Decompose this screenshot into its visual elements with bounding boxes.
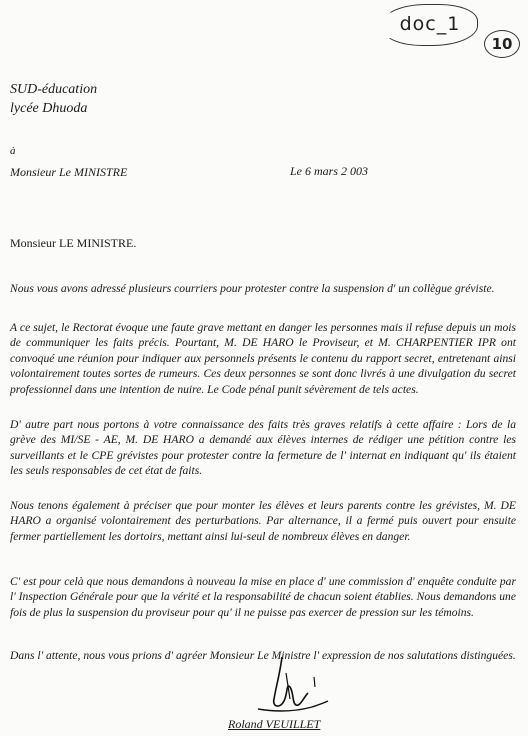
paragraph-5: C' est pour celà que nous demandons à nouveau la mise en place d' une commission d' enquête conduite par l' Inspection Générale pour que la vérité et la responsabilité de chacun soient établies. Nous demandons une fois de plus la suspension du proviseur pour qu' il ne puisse pas exercer de pression sur les témoins. (10, 575, 516, 619)
handwritten-signature (250, 653, 330, 715)
handwritten-page-number: 10 (484, 30, 520, 58)
paragraph-6: Dans l' attente, nous vous prions d' agréer Monsieur Le Ministre l' expression de nos salutations distinguées. (10, 649, 516, 662)
paragraph-1: Nous vous avons adressé plusieurs courriers pour protester contre la suspension d' un collègue gréviste. (10, 282, 495, 295)
paragraph-4: Nous tenons également à préciser que pour monter les élèves et leurs parents contre les grévistes, M. DE HARO a organisé volontairement des perturbations. Par alternance, il a fermé puis ouvert pour ensuite fermer partiellement les dortoirs, mettant ainsi lui-seul de nombreux élèves en danger. (10, 499, 516, 543)
sender-organization: SUD-éducation (10, 82, 98, 97)
letter-date: Le 6 mars 2 003 (290, 164, 369, 178)
sender-block (10, 80, 97, 118)
sender-school: lycée Dhuoda (10, 101, 88, 116)
paragraph-3: D' autre part nous portons à votre connaissance des faits très graves relatifs à cette affaire : Lors de la grève des MI/SE - AE, M. DE HARO a demandé aux élèves internes de rédiger une pétition contre les surveillants et le CPE grévistes pour protester contre la fermeture de l' internat en indiquant qu' ils étaient les seuls responsables de cet état de faits. (10, 418, 516, 478)
handwritten-doc-tag: doc_1 (382, 4, 478, 46)
salutation: Monsieur LE MINISTRE. (10, 236, 137, 250)
recipient: Monsieur Le MINISTRE (10, 165, 128, 179)
signer-name: Roland VEUILLET (228, 717, 321, 731)
address-marker: à (10, 145, 16, 157)
paragraph-2: A ce sujet, le Rectorat évoque une faute grave mettant en danger les personnes mais il refuse depuis un mois de communiquer les faits précis. Pourtant, M. DE HARO le Proviseur, et M. CHARPENTIER IPR ont convoqué une réunion pour indiquer aux personnels présents le contenu du rapport secret, entretenant ainsi volontairement toutes sortes de rumeurs. Ces deux personnes se sont donc livrés à une divulgation du secret professionnel dans une intention de nuire. Le Code pénal punit sévèrement de tels actes. (10, 321, 516, 396)
